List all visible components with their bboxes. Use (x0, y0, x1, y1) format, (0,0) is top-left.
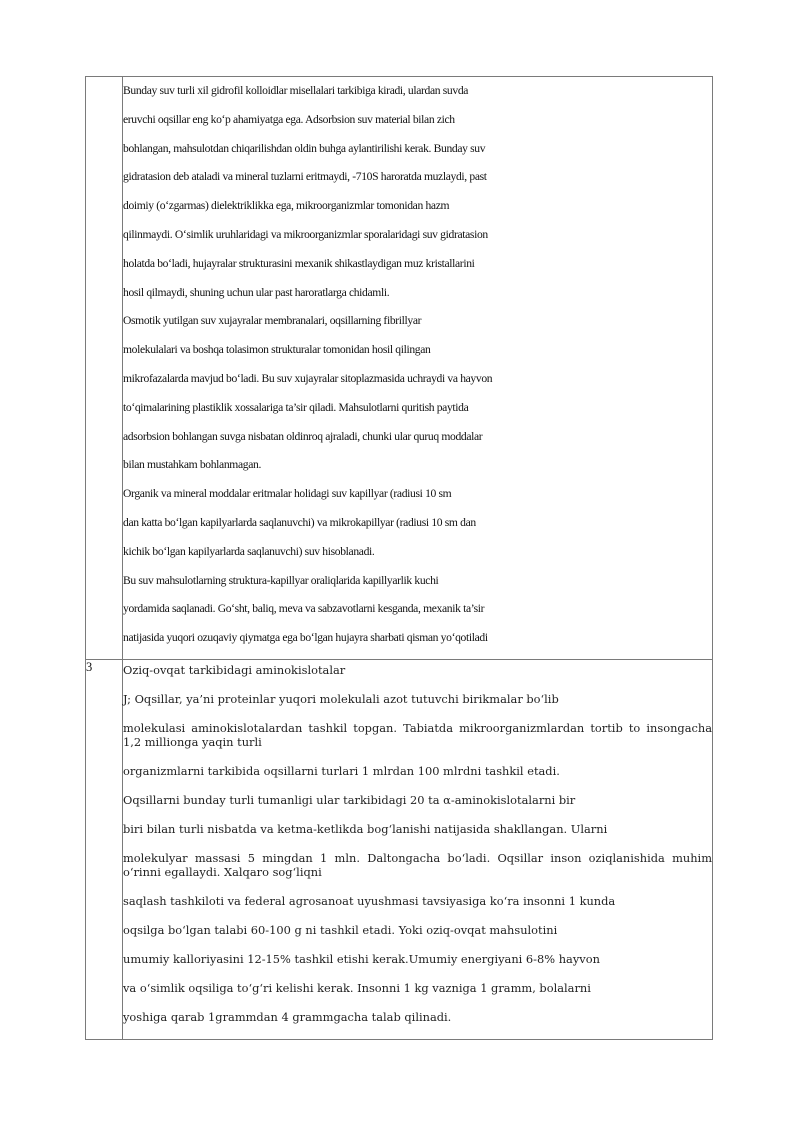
text-line: molekulalari va boshqa tolasimon strukturalar tomonidan hosil qilingan (123, 343, 431, 357)
text-line: gidratasion deb ataladi va mineral tuzlarni eritmaydi, -710S haroratda muzlaydi, past (123, 170, 487, 184)
text-line: Bunday suv turli xil gidrofil kolloidlar misellalari tarkibiga kiradi, ulardan suvda (123, 84, 469, 97)
text-line: bohlangan, mahsulotdan chiqarilishdan oldin buhga aylantirilishi kerak. Bunday suv (123, 141, 486, 155)
text-line: mikrofazalarda mavjud bo‘ladi. Bu suv xujayralar sitoplazmasida uchraydi va hayvon (123, 371, 493, 385)
row-number-cell (86, 77, 123, 660)
row-text-cell (123, 77, 713, 660)
table-row (86, 77, 713, 660)
text-line: bilan mustahkam bohlanmagan. (123, 458, 261, 472)
text-line: Organik va mineral moddalar eritmalar holidagi suv kapillyar (radiusi 10 sm (123, 487, 452, 501)
text-line: molekulyar massasi 5 mingdan 1 mln. Daltongacha bo‘ladi. Oqsillar inson oziqlanishida muhim o‘rinni egallaydi. Xalqaro sog‘liqni (123, 850, 712, 879)
text-line: Osmotik yutilgan suv xujayralar membranalari, oqsillarning fibrillyar (123, 314, 422, 328)
text-line: to‘qimalarining plastiklik xossalariga ta’sir qiladi. Mahsulotlarni quritish paytida (123, 400, 469, 414)
text-line: J; Oqsillar, ya’ni proteinlar yuqori molekulali azot tutuvchi birikmalar bo‘lib (123, 691, 559, 706)
text-line: holatda bo‘ladi, hujayralar strukturasini mexanik shikastlaydigan muz kristallarini (123, 256, 475, 270)
text-line: doimiy (o‘zgarmas) dielektriklikka ega, mikroorganizmlar tomonidan hazm (123, 199, 450, 213)
text-line: biri bilan turli nisbatda va ketma-ketlikda bog‘lanishi natijasida shakllangan. Ularni (123, 821, 608, 836)
text-line: oqsilga bo‘lgan talabi 60-100 g ni tashkil etadi. Yoki oziq-ovqat mahsulotini (123, 922, 558, 937)
text-line: dan katta bo‘lgan kapilyarlarda saqlanuvchi) va mikrokapillyar (radiusi 10 sm dan (123, 515, 476, 529)
table-row (86, 659, 713, 1039)
text-line: eruvchi oqsillar eng ko‘p ahamiyatga ega. Adsorbsion suv material bilan zich (123, 112, 455, 126)
text-line: adsorbsion bohlangan suvga nisbatan oldinroq ajraladi, chunki ular quruq moddalar (123, 429, 483, 443)
text-line: yordamida saqlanadi. Go‘sht, baliq, meva va sabzavotlarni kesganda, mexanik ta’sir (123, 602, 485, 616)
text-line: saqlash tashkiloti va federal agrosanoat uyushmasi tavsiyasiga ko‘ra insonni 1 kunda (123, 893, 616, 908)
text-line: yoshiga qarab 1grammdan 4 grammgacha talab qilinadi. (123, 1009, 452, 1024)
text-line: Bu suv mahsulotlarning struktura-kapillyar oraliqlarida kapillyarlik kuchi (123, 573, 439, 587)
text-line: Oqsillarni bunday turli tumanligi ular tarkibidagi 20 ta α-aminokislotalarni bir (123, 792, 576, 807)
text-line: molekulasi aminokislotalardan tashkil topgan. Tabiatda mikroorganizmlardan tortib to insongacha 1,2 millionga yaqin turli (123, 720, 712, 749)
text-line: kichik bo‘lgan kapilyarlarda saqlanuvchi) suv hisoblanadi. (123, 544, 375, 558)
row-text-cell (123, 659, 713, 1039)
text-line: umumiy kalloriyasini 12-15% tashkil etishi kerak.Umumiy energiyani 6-8% hayvon (123, 951, 600, 966)
text-line: va o‘simlik oqsiliga to‘g‘ri kelishi kerak. Insonni 1 kg vazniga 1 gramm, bolalarni (123, 980, 591, 995)
section-heading: Oziq-ovqat tarkibidagi aminokislotalar (123, 662, 346, 677)
content-table (85, 76, 713, 1040)
text-line: hosil qilmaydi, shuning uchun ular past haroratlarga chidamli. (123, 285, 390, 299)
text-line: natijasida yuqori ozuqaviy qiymatga ega bo‘lgan hujayra sharbati qisman yo‘qotiladi (123, 631, 488, 645)
text-line: qilinmaydi. O‘simlik uruhlaridagi va mikroorganizmlar sporalaridagi suv gidratasion (123, 227, 488, 241)
text-line: organizmlarni tarkibida oqsillarni turlari 1 mlrdan 100 mlrdni tashkil etadi. (123, 763, 560, 778)
row-number-cell: 3 (86, 659, 123, 1039)
